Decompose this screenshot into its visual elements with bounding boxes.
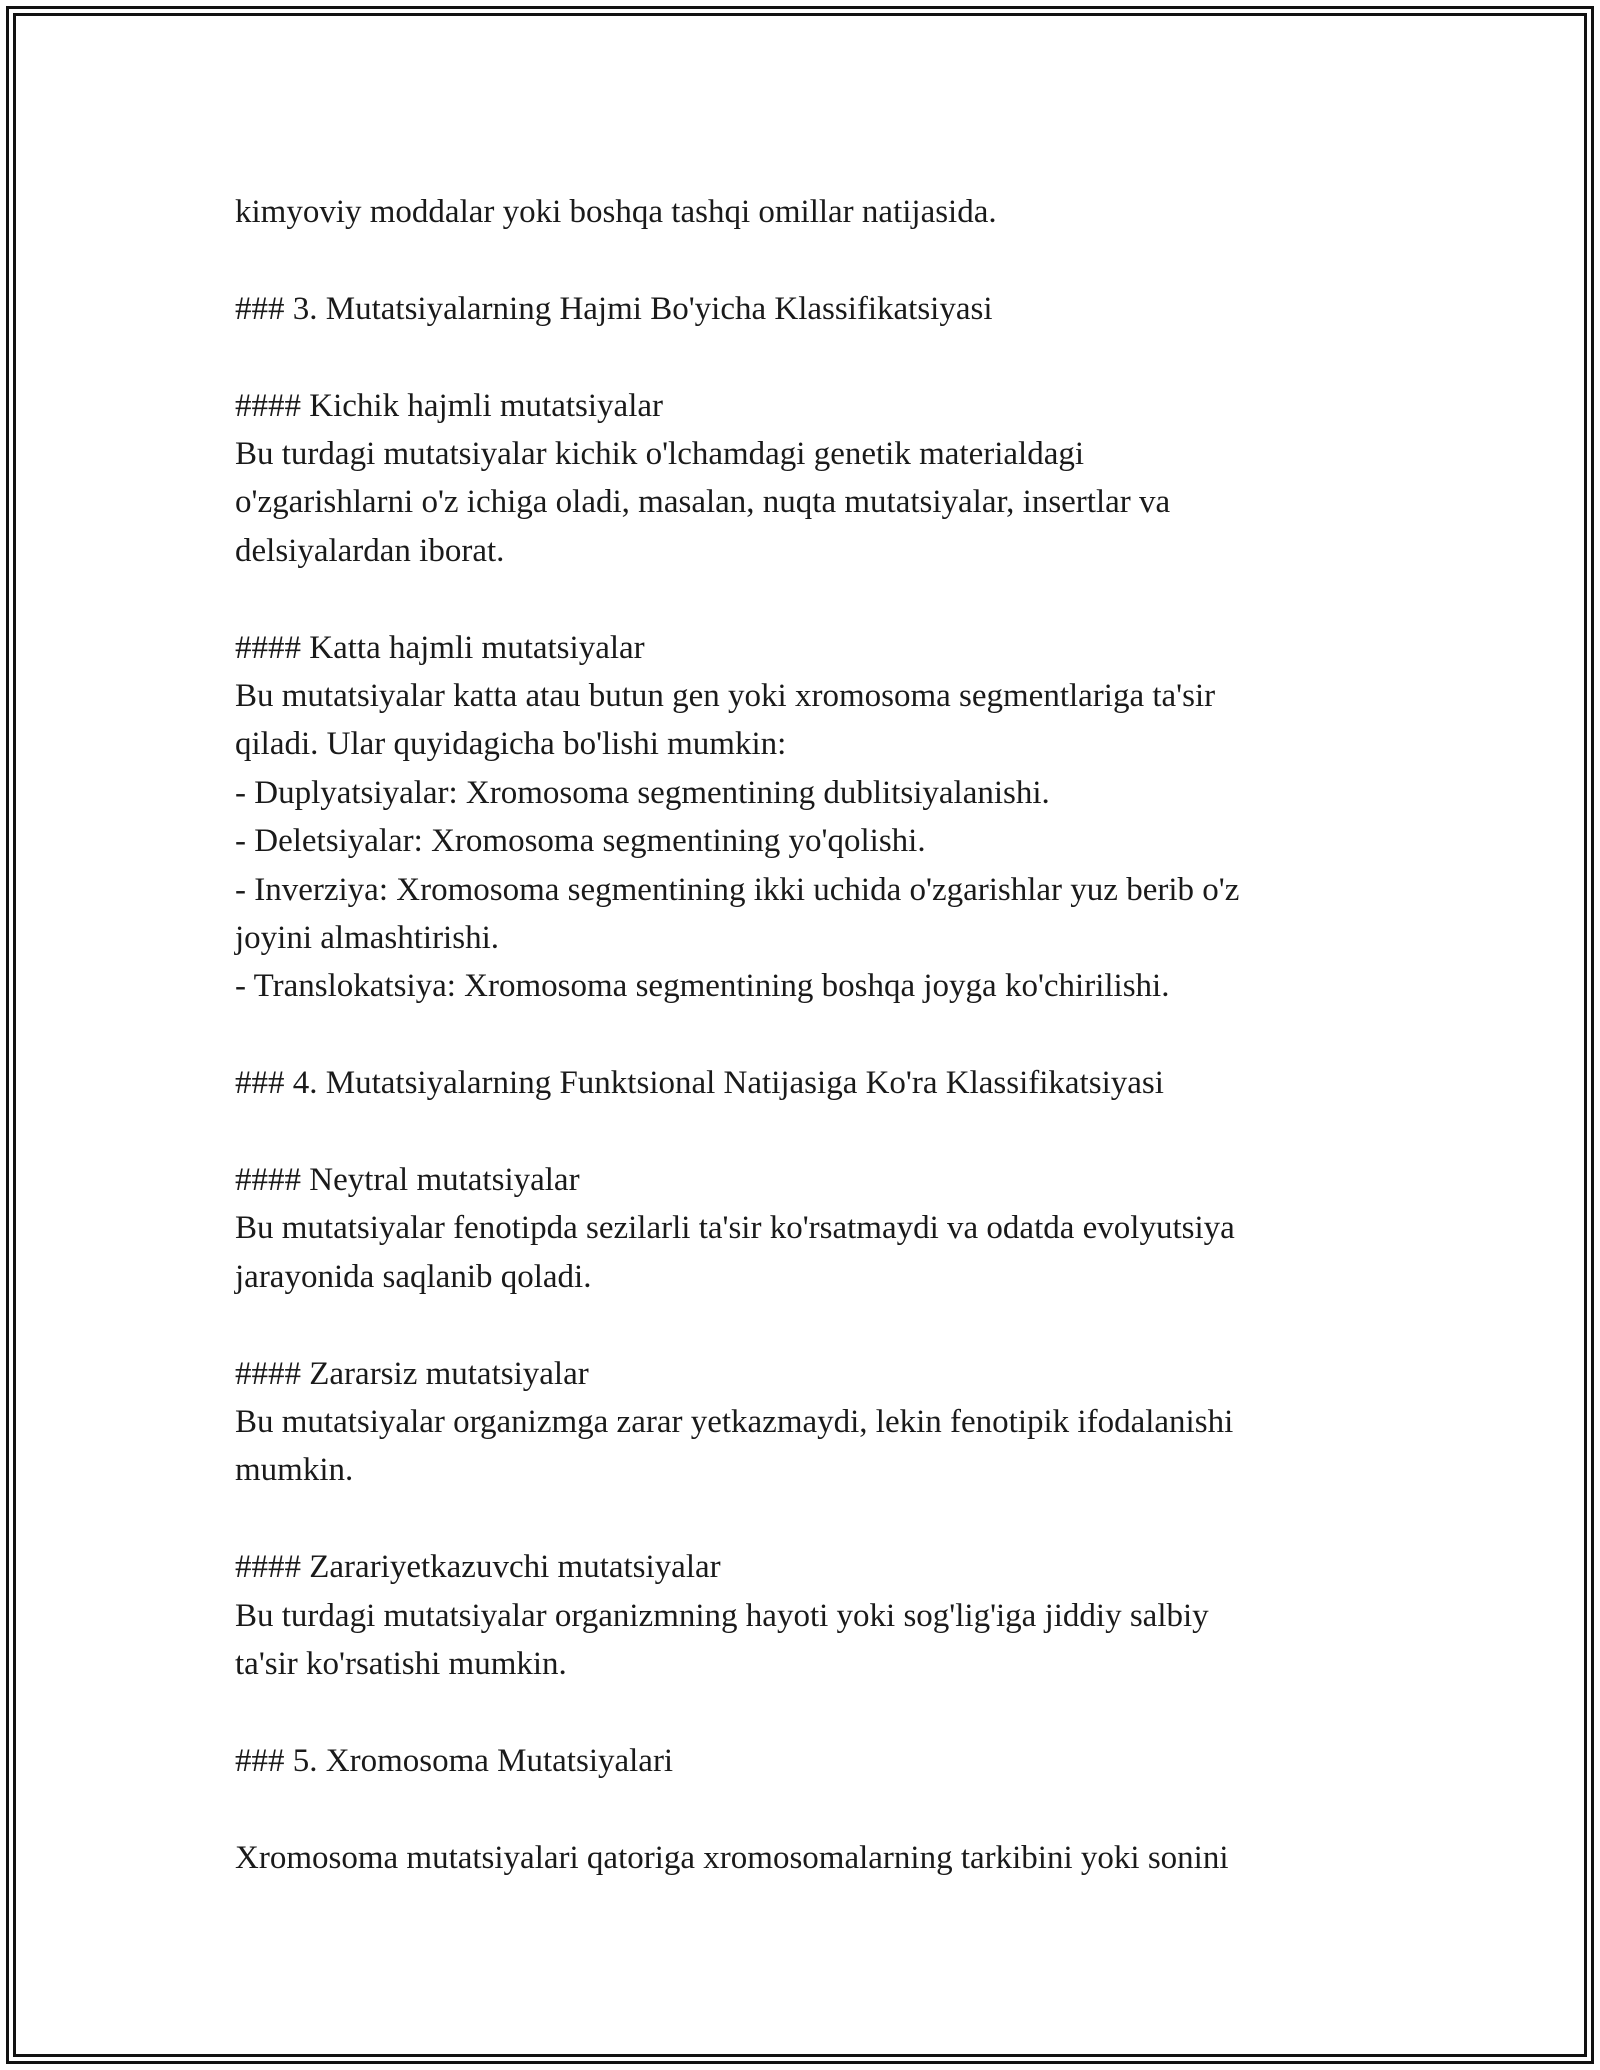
subheading-katta: #### Katta hajmli mutatsiyalar: [235, 629, 645, 666]
blank-line: [235, 1785, 1415, 1833]
subheading-kichik: #### Kichik hajmli mutatsiyalar: [235, 387, 664, 424]
blank-line: [235, 1108, 1415, 1156]
list-item-inverziya: - Inverziya: Xromosoma segmentining ikki uchida o'zgarishlar yuz berib o'z: [235, 871, 1240, 908]
section-heading-5: ### 5. Xromosoma Mutatsiyalari: [235, 1742, 674, 1779]
list-item-inverziya-cont: joyini almashtirishi.: [235, 920, 499, 957]
body-line: Bu turdagi mutatsiyalar organizmning hayoti yoki sog'lig'iga jiddiy salbiy: [235, 1597, 1209, 1634]
section-heading-3: ### 3. Mutatsiyalarning Hajmi Bo'yicha Klassifikatsiyasi: [235, 290, 993, 327]
body-line: Bu mutatsiyalar fenotipda sezilarli ta'sir ko'rsatmaydi va odatda evolyutsiya: [235, 1210, 1235, 1247]
body-line: Bu mutatsiyalar organizmga zarar yetkazmaydi, lekin fenotipik ifodalanishi: [235, 1404, 1234, 1441]
subheading-zarariyetkazuvchi: #### Zarariyetkazuvchi mutatsiyalar: [235, 1549, 721, 1586]
body-line: mumkin.: [235, 1452, 354, 1489]
blank-line: [235, 1011, 1415, 1059]
body-line: Bu turdagi mutatsiyalar kichik o'lchamdagi genetik materialdagi: [235, 436, 1085, 472]
body-line: delsiyalardan iborat.: [235, 532, 505, 569]
body-line: o'zgarishlarni o'z ichiga oladi, masalan, nuqta mutatsiyalar, insertlar va: [235, 484, 1171, 521]
subheading-zararsiz: #### Zararsiz mutatsiyalar: [235, 1355, 589, 1392]
body-line: qiladi. Ular quyidagicha bo'lishi mumkin:: [235, 726, 787, 763]
body-line: jarayonida saqlanib qoladi.: [235, 1258, 592, 1295]
blank-line: [235, 1688, 1415, 1736]
subheading-neytral: #### Neytral mutatsiyalar: [235, 1162, 580, 1199]
list-item-translokatsiya: - Translokatsiya: Xromosoma segmentining boshqa joyga ko'chirilishi.: [235, 968, 1170, 1005]
list-item-deletsiyalar: - Deletsiyalar: Xromosoma segmentining yo'qolishi.: [235, 823, 926, 860]
blank-line: [235, 333, 1415, 381]
document-body: [235, 188, 1415, 1882]
body-line: kimyoviy moddalar yoki boshqa tashqi omillar natijasida.: [235, 194, 997, 230]
blank-line: [235, 575, 1415, 623]
body-line: Xromosoma mutatsiyalari qatoriga xromosomalarning tarkibini yoki sonini: [235, 1839, 1229, 1876]
blank-line: [235, 1301, 1415, 1349]
body-line: ta'sir ko'rsatishi mumkin.: [235, 1646, 567, 1683]
section-heading-4: ### 4. Mutatsiyalarning Funktsional Natijasiga Ko'ra Klassifikatsiyasi: [235, 1065, 1164, 1102]
blank-line: [235, 1495, 1415, 1543]
list-item-duplyatsiyalar: - Duplyatsiyalar: Xromosoma segmentining dublitsiyalanishi.: [235, 774, 1050, 811]
blank-line: [235, 236, 1415, 284]
body-line: Bu mutatsiyalar katta atau butun gen yoki xromosoma segmentlariga ta'sir: [235, 678, 1216, 715]
